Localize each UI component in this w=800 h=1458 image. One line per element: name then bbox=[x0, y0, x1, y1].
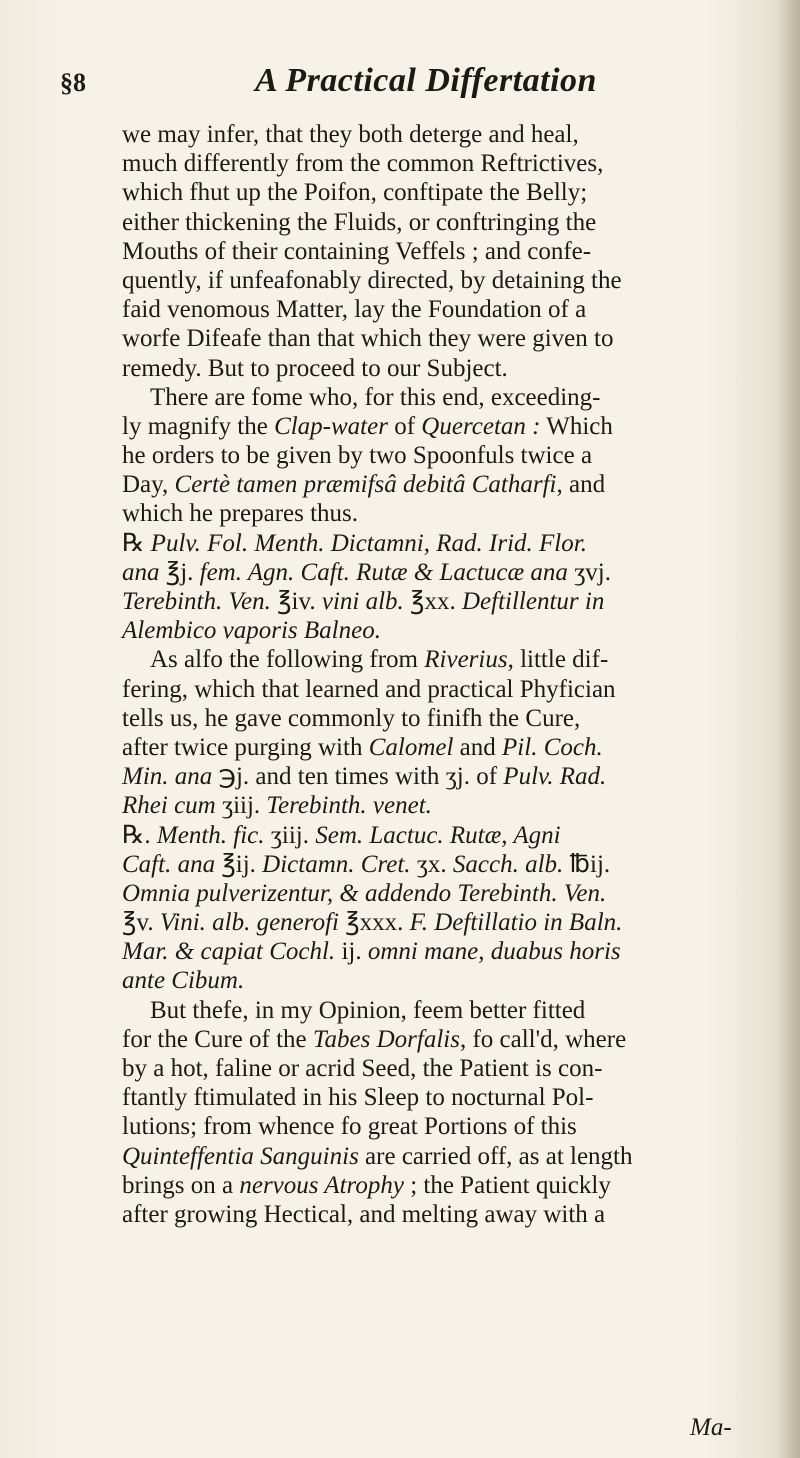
italic-segment: Calomel bbox=[368, 733, 454, 761]
text-segment: , little dif- bbox=[507, 646, 609, 674]
text-line bbox=[122, 120, 747, 149]
text-segment: ℥ij. bbox=[215, 850, 263, 878]
text-segment: brings on a bbox=[122, 1171, 240, 1199]
text-line bbox=[122, 295, 747, 324]
text-segment: of bbox=[387, 412, 422, 440]
text-segment: ʒx. bbox=[410, 850, 453, 878]
text-line bbox=[122, 383, 747, 412]
text-segment: Mouths of their containing Veffels ; and confe- bbox=[122, 237, 592, 265]
italic-segment: Alembico vaporis Balneo. bbox=[122, 617, 381, 645]
text-segment: ℥xxx. bbox=[338, 909, 410, 937]
text-line bbox=[122, 733, 747, 762]
italic-segment: Clap-water bbox=[274, 412, 388, 440]
italic-segment: F. Deftillatio in Baln. bbox=[409, 909, 623, 937]
text-segment: faid venomous Matter, lay the Foundation of a bbox=[122, 296, 587, 324]
text-segment: As alfo the following from bbox=[150, 646, 425, 674]
text-segment: either thickening the Fluids, or conftringing the bbox=[122, 208, 597, 236]
text-line bbox=[122, 529, 747, 558]
page-header bbox=[60, 62, 740, 106]
text-line bbox=[122, 178, 747, 207]
text-line bbox=[122, 412, 747, 441]
body-text bbox=[122, 120, 747, 1229]
text-segment: ℈j. and ten times with ʒj. of bbox=[212, 763, 504, 791]
text-line bbox=[122, 966, 747, 995]
text-segment: ℞ bbox=[122, 529, 151, 557]
text-segment: There are fome who, for this end, exceeding- bbox=[150, 383, 601, 411]
italic-segment: Caft. ana bbox=[122, 850, 216, 878]
page-edge-shadow bbox=[778, 0, 800, 1458]
text-line bbox=[122, 354, 747, 383]
catchword: Ma- bbox=[690, 1414, 732, 1441]
text-segment: ʒiij. bbox=[215, 792, 267, 820]
text-line bbox=[122, 1171, 747, 1200]
text-segment: by a hot, faline or acrid Seed, the Patient is con- bbox=[122, 1055, 603, 1082]
text-segment: Which bbox=[540, 412, 613, 440]
text-line bbox=[122, 762, 747, 791]
text-line bbox=[122, 208, 747, 237]
italic-segment: Mar. & capiat Cochl. bbox=[122, 938, 336, 966]
italic-segment: Rhei cum bbox=[122, 792, 216, 820]
text-segment: he orders to be given by two Spoonfuls twice a bbox=[122, 442, 593, 470]
italic-segment: Pulv. Fol. Menth. Dictamni, Rad. Irid. Flor. bbox=[150, 529, 587, 557]
running-head: A Practical Differtation bbox=[255, 62, 597, 99]
text-line bbox=[122, 499, 747, 528]
italic-segment: Vini. alb. generofi bbox=[159, 909, 339, 937]
text-segment: for the Cure of the bbox=[122, 1025, 313, 1053]
page-number: §8 bbox=[60, 68, 86, 97]
text-segment: Day, bbox=[122, 471, 175, 499]
italic-segment: Riverius bbox=[424, 646, 508, 674]
text-line bbox=[122, 1083, 747, 1112]
text-segment: ʒiij. bbox=[264, 821, 316, 849]
italic-segment: Terebinth. Ven. bbox=[122, 588, 271, 615]
text-line bbox=[122, 470, 747, 499]
text-segment: quently, if unfeafonably directed, by detaining the bbox=[122, 266, 622, 294]
text-segment: ℥iv. bbox=[270, 588, 322, 615]
italic-segment: Tabes Dorfalis bbox=[312, 1025, 460, 1053]
italic-segment: Min. ana bbox=[122, 763, 213, 791]
text-segment: ly magnify the bbox=[122, 412, 275, 440]
text-line bbox=[122, 587, 747, 616]
text-line bbox=[122, 937, 747, 966]
text-line bbox=[122, 149, 747, 178]
text-segment: ℥v. bbox=[122, 909, 160, 937]
text-segment: much differently from the common Reftrictives, bbox=[122, 150, 604, 178]
text-segment: ʒvj. bbox=[567, 558, 611, 586]
text-line bbox=[122, 266, 747, 295]
italic-segment: Sem. Lactuc. Rutæ, Agni bbox=[315, 821, 561, 849]
text-line bbox=[122, 850, 747, 879]
text-segment: are carried off, as at length bbox=[358, 1142, 633, 1170]
italic-segment: Quinteffentia Sanguinis bbox=[122, 1142, 359, 1170]
text-segment: and bbox=[453, 733, 503, 761]
text-line bbox=[122, 441, 747, 470]
italic-segment: Certè tamen præmifsâ debitâ Catharfi bbox=[174, 471, 557, 499]
italic-segment: ana bbox=[122, 558, 160, 586]
italic-segment: Sacch. alb. bbox=[452, 850, 564, 878]
italic-segment: Terebinth. venet. bbox=[266, 792, 432, 820]
text-segment: ℞. bbox=[122, 821, 157, 849]
italic-segment: Pil. Coch. bbox=[502, 733, 603, 761]
text-segment: ℥j. bbox=[159, 558, 200, 586]
text-segment: after twice purging with bbox=[122, 733, 369, 761]
italic-segment: Quercetan : bbox=[421, 412, 541, 440]
text-segment: ftantly ftimulated in his Sleep to nocturnal Pol- bbox=[122, 1084, 594, 1112]
text-segment: fering, which that learned and practical Phyfician bbox=[122, 675, 616, 703]
text-line bbox=[122, 1025, 747, 1054]
text-segment: which he prepares thus. bbox=[122, 500, 359, 528]
text-segment: ℥xx. bbox=[403, 588, 462, 615]
text-segment: , and bbox=[556, 471, 606, 499]
italic-segment: omni mane, duabus horis bbox=[367, 938, 621, 966]
italic-segment: vini alb. bbox=[321, 588, 404, 615]
text-segment: after growing Hectical, and melting away with a bbox=[122, 1200, 606, 1228]
text-line bbox=[122, 704, 747, 733]
text-segment: lutions; from whence fo great Portions of this bbox=[122, 1113, 577, 1141]
text-segment: tells us, he gave commonly to finifh the Cure, bbox=[122, 704, 581, 732]
text-segment: remedy. But to proceed to our Subject. bbox=[122, 354, 508, 382]
text-segment: ; the Patient quickly bbox=[403, 1171, 611, 1199]
text-segment: worfe Difeafe than that which they were given to bbox=[122, 325, 614, 353]
italic-segment: ante Cibum. bbox=[122, 967, 245, 995]
text-line bbox=[122, 908, 747, 937]
italic-segment: Pulv. Rad. bbox=[503, 763, 607, 791]
text-line bbox=[122, 324, 747, 353]
text-segment: But thefe, in my Opinion, feem better fitted bbox=[150, 996, 586, 1024]
text-line bbox=[122, 645, 747, 674]
italic-segment: Dictamn. Cret. bbox=[262, 850, 411, 878]
text-line bbox=[122, 1054, 747, 1083]
text-segment: which fhut up the Poifon, conftipate the Belly; bbox=[122, 179, 588, 207]
text-line bbox=[122, 237, 747, 266]
italic-segment: Omnia pulverizentur, & addendo Terebinth. Ven. bbox=[122, 879, 607, 907]
text-segment: ij. bbox=[335, 938, 368, 966]
text-line bbox=[122, 675, 747, 704]
text-line bbox=[122, 821, 747, 850]
text-line bbox=[122, 1200, 747, 1229]
italic-segment: fem. Agn. Caft. Rutæ & Lactucæ ana bbox=[199, 558, 568, 586]
text-segment: we may infer, that they both deterge and heal, bbox=[122, 121, 579, 148]
text-line bbox=[122, 1112, 747, 1141]
text-line bbox=[122, 616, 747, 645]
text-segment: ℔ij. bbox=[563, 850, 611, 878]
text-line bbox=[122, 791, 747, 820]
text-segment: , fo call'd, where bbox=[459, 1025, 627, 1053]
text-line bbox=[122, 558, 747, 587]
text-line bbox=[122, 996, 747, 1025]
italic-segment: nervous Atrophy bbox=[239, 1171, 404, 1199]
italic-segment: Menth. fic. bbox=[156, 821, 265, 849]
text-line bbox=[122, 879, 747, 908]
text-line bbox=[122, 1142, 747, 1171]
italic-segment: Deftillentur in bbox=[462, 588, 605, 615]
